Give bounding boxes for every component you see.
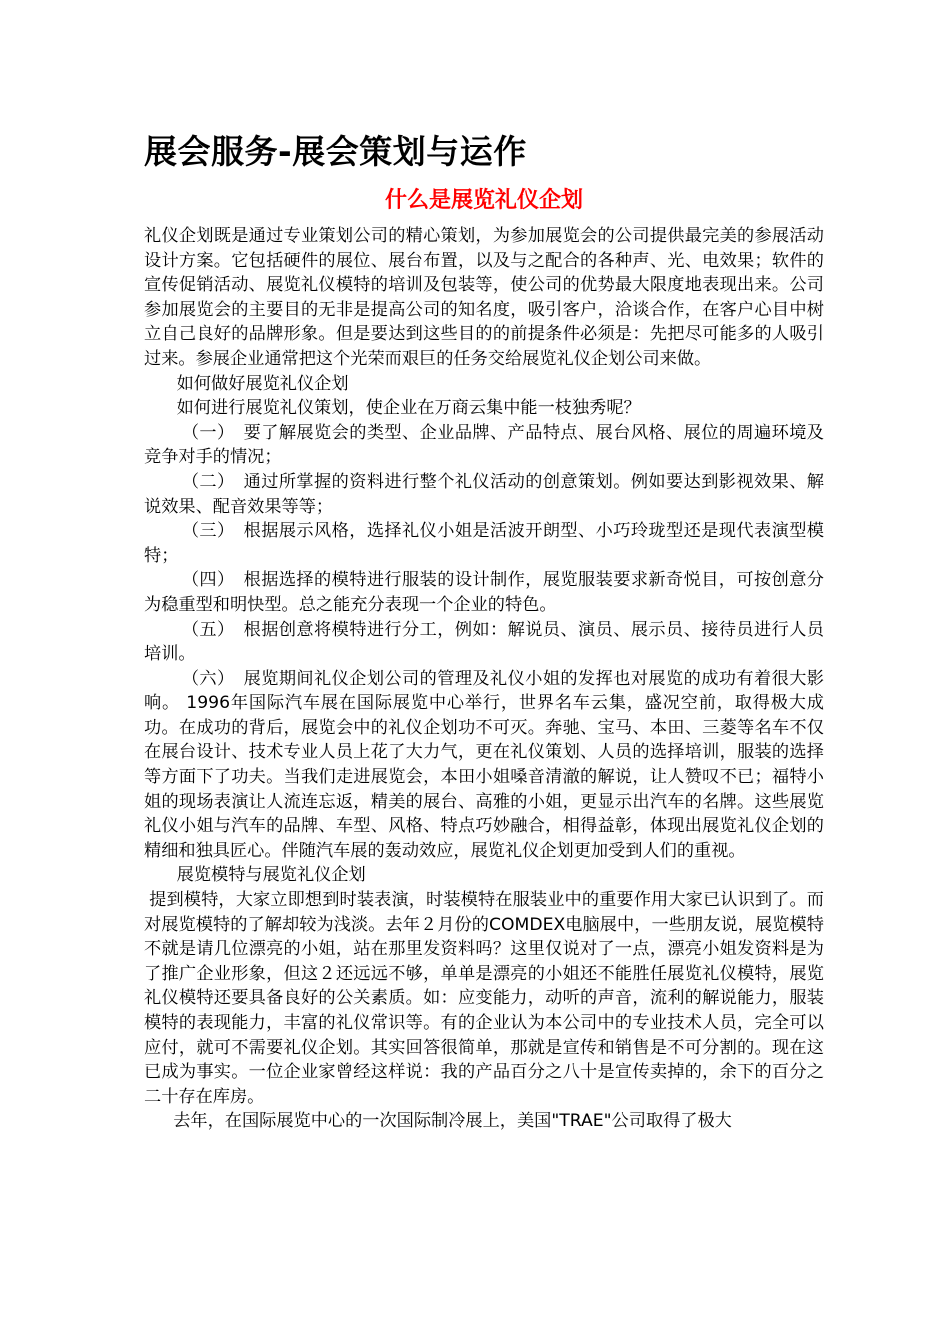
list-item-2: （二） 通过所掌握的资料进行整个礼仪活动的创意策划。例如要达到影视效果、解说效果、配音效果等等； (144, 471, 824, 517)
document-title: 展会服务-展会策划与运作 (144, 132, 527, 171)
subheading-models: 展览模特与展览礼仪企划 (176, 865, 366, 886)
list-item-6: （六） 展览期间礼仪企划公司的管理及礼仪小姐的发挥也对展览的成功有着很大影响。 1996年国际汽车展在国际展览中心举行，世界名车云集，盛况空前，取得极大成功。在成功的背后，展览会中的礼仪企划功不可灭。奔驰、宝马、本田、三菱等名车不仅在展台设计、技术专业人员上花了大力气，更在礼仪策划、人员的选择培训，服装的选择等方面下了功夫。当我们走进展览会，本田小姐嗓音清澈的解说，让人赞叹不已；福特小姐的现场表演让人流连忘返，精美的展台、高雅的小姐，更显示出汽车的名牌。这些展览礼仪小姐与汽车的品牌、车型、风格、特点巧妙融合，相得益彰，体现出展览礼仪企划的精细和独具匠心。伴随汽车展的轰动效应，展览礼仪企划更加受到人们的重视。 (144, 668, 824, 861)
list-item-5: （五） 根据创意将模特进行分工，例如：解说员、演员、展示员、接待员进行人员培训。 (144, 619, 824, 665)
paragraph-last-year: 去年，在国际展览中心的一次国际制冷展上，美国"TRAE"公司取得了极大 (173, 1111, 732, 1132)
document-body (144, 224, 824, 1134)
section-heading: 什么是展览礼仪企划 (384, 188, 583, 213)
paragraph-intro: 礼仪企划既是通过专业策划公司的精心策划，为参加展览会的公司提供最完美的参展活动设计方案。它包括硬件的展位、展台布置，以及与之配合的各种声、光、电效果；软件的宣传促销活动、展览礼仪模特的培训及包装等，使公司的优势最大限度地表现出来。公司参加展览会的主要目的无非是提高公司的知名度，吸引客户，洽谈合作，在客户心目中树立自己良好的品牌形象。但是要达到这些目的的前提条件必须是：先把尽可能多的人吸引过来。参展企业通常把这个光荣而艰巨的任务交给展览礼仪企划公司来做。 (144, 226, 824, 369)
list-item-1: （一） 要了解展览会的类型、企业品牌、产品特点、展台风格、展位的周遍环境及竞争对手的情况； (144, 422, 824, 468)
paragraph-models: 提到模特，大家立即想到时装表演，时装模特在服装业中的重要作用大家已认识到了。而对展览模特的了解却较为浅淡。去年２月份的COMDEX电脑展中，一些朋友说，展览模特不就是请几位漂亮的小姐，站在那里发资料吗？这里仅说对了一点，漂亮小姐发资料是为了推广企业形象，但这２还远远不够，单单是漂亮的小姐还不能胜任展览礼仪模特，展览礼仪模特还要具备良好的公关素质。如：应变能力，动听的声音，流利的解说能力，服装模特的表现能力，丰富的礼仪常识等。有的企业认为本公司中的专业技术人员，完全可以应付，就可不需要礼仪企划。其实回答很简单，那就是宣传和销售是不可分割的。现在这已成为事实。一位企业家曾经这样说：我的产品百分之八十是宣传卖掉的，余下的百分之二十存在库房。 (144, 890, 824, 1107)
paragraph-question: 如何进行展览礼仪策划，使企业在万商云集中能一枝独秀呢？ (176, 398, 641, 419)
subheading-how-to: 如何做好展览礼仪企划 (176, 373, 349, 394)
list-item-4: （四） 根据选择的模特进行服装的设计制作，展览服装要求新奇悦目，可按创意分为稳重型和明快型。总之能充分表现一个企业的特色。 (144, 570, 824, 615)
list-item-3: （三） 根据展示风格，选择礼仪小姐是活波开朗型、小巧玲珑型还是现代表演型模特； (144, 521, 824, 566)
